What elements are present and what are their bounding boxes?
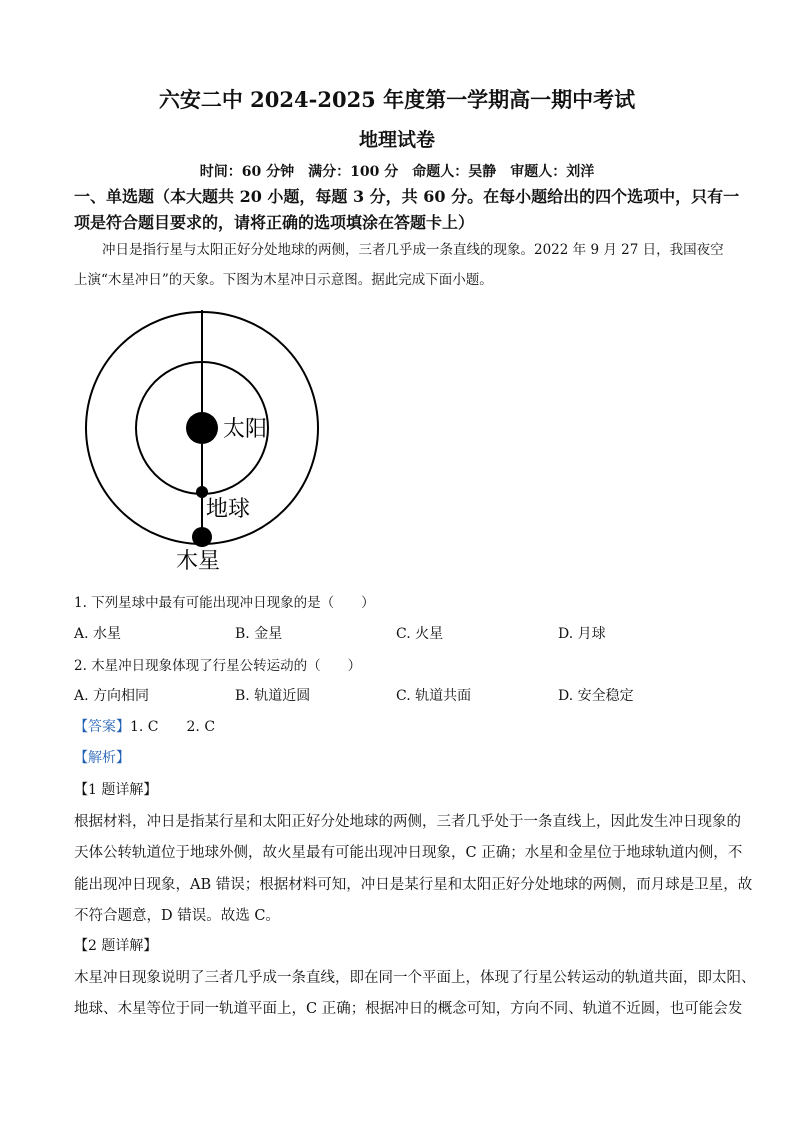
q1-analysis-line: 根据材料，冲日是指某行星和太阳正好分处地球的两侧，三者几乎处于一条直线上，因此发生冲日现象的: [74, 814, 741, 830]
earth-label: 地球: [206, 497, 251, 522]
jupiter-dot: [192, 527, 212, 547]
q2-analysis-line: 木星冲日现象说明了三者几乎成一条直线，即在同一个平面上，体现了行星公转运动的轨道共面，即太阳、: [74, 970, 756, 986]
jupiter-label: 木星: [176, 549, 221, 574]
question-1-stem: 1. 下列星球中最有可能出现冲日现象的是（ ）: [74, 595, 375, 611]
jupiter-opposition-diagram: [70, 300, 340, 580]
section-heading-line1: 一、单选题（本大题共 20 小题，每题 3 分，共 60 分。在每小题给出的四个选项中，只有一: [74, 187, 740, 206]
question-2-stem: 2. 木星冲日现象体现了行星公转运动的（ ）: [74, 658, 362, 674]
question-2-option-c: C. 轨道共面: [396, 688, 472, 704]
q1-analysis-line: 能出现冲日现象，AB 错误；根据材料可知，冲日是某行星和太阳正好分处地球的两侧，而月球是卫星，故: [74, 877, 753, 893]
question-2-option-b: B. 轨道近圆: [235, 688, 311, 704]
exam-title: 六安二中 2024-2025 年度第一学期高一期中考试: [158, 87, 636, 112]
q2-analysis-line: 地球、木星等位于同一轨道平面上，C 正确；根据冲日的概念可知，方向不同、轨道不近圆，也可能会发: [74, 1001, 743, 1017]
sun-label: 太阳: [223, 417, 268, 442]
section-heading-line2: 项是符合题目要求的，请将正确的选项填涂在答题卡上）: [74, 213, 475, 232]
answer-tag: 【答案】: [74, 719, 130, 735]
answer-text: 1. C 2. C: [130, 719, 216, 735]
q2-analysis-heading: 【2 题详解】: [74, 938, 158, 954]
q1-analysis-line: 天体公转轨道位于地球外侧，故火星最有可能出现冲日现象，C 正确；水星和金星位于地球轨道内侧，不: [74, 845, 743, 861]
question-2-option-a: A. 方向相同: [74, 688, 150, 704]
question-1-option-c: C. 火星: [396, 626, 444, 642]
q1-analysis-line: 不符合题意，D 错误。故选 C。: [74, 908, 280, 924]
sun-dot: [186, 412, 218, 444]
question-1-option-d: D. 月球: [558, 626, 606, 642]
q1-analysis-heading: 【1 题详解】: [74, 782, 158, 798]
question-2-option-d: D. 安全稳定: [558, 688, 634, 704]
exam-subtitle: 地理试卷: [358, 129, 435, 151]
question-1-option-b: B. 金星: [235, 626, 283, 642]
analysis-tag: 【解析】: [74, 750, 130, 766]
answer-line: [74, 716, 215, 736]
material-line2: 上演“木星冲日”的天象。下图为木星冲日示意图。据此完成下面小题。: [74, 272, 493, 288]
exam-meta: 时间：60 分钟 满分：100 分 命题人：吴静 审题人：刘洋: [199, 164, 595, 180]
material-line1: 冲日是指行星与太阳正好分处地球的两侧，三者几乎成一条直线的现象。2022 年 9 月 27 日，我国夜空: [102, 242, 724, 258]
question-1-option-a: A. 水星: [74, 626, 122, 642]
